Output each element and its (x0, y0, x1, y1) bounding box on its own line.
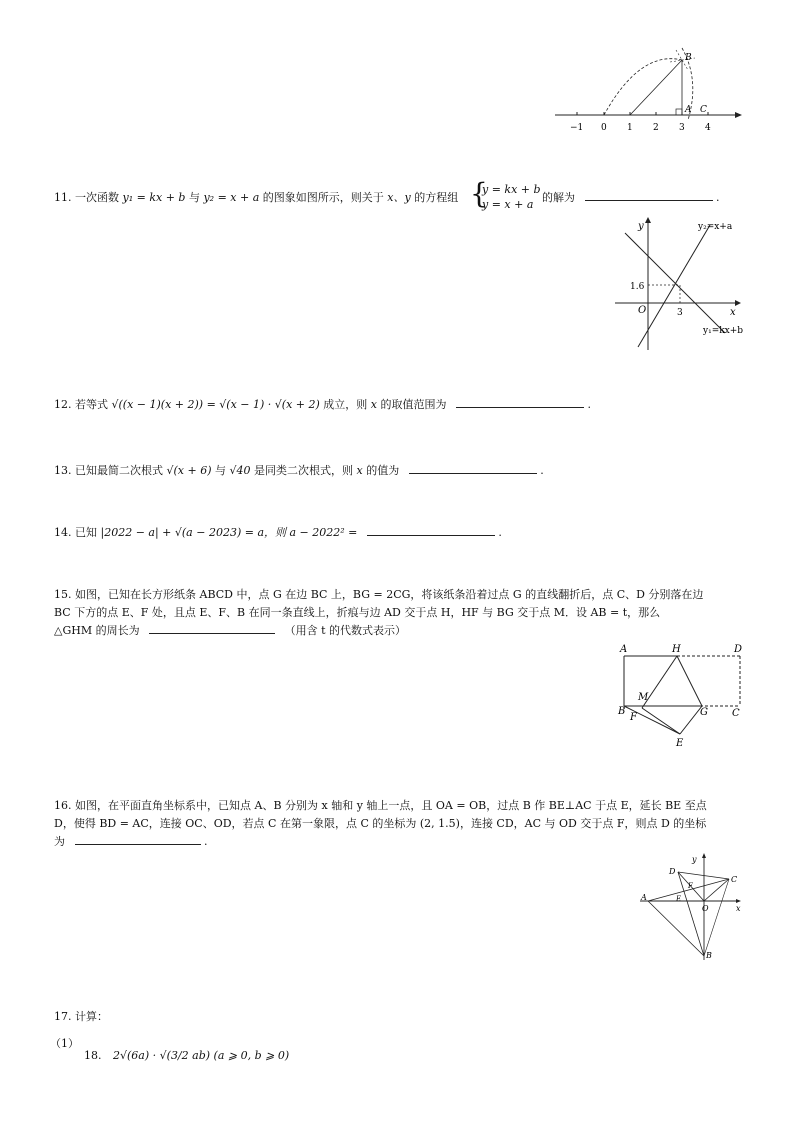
answer-blank[interactable] (149, 623, 275, 634)
q17-expression: 2√(6a) · √(3/2 ab) (a ⩾ 0, b ⩾ 0) (113, 1049, 290, 1062)
origin-label: O (702, 904, 709, 913)
q14-expression: |2022 − a| + √(a − 2023) = a，则 a − 2022² = (100, 526, 358, 539)
q16-text: 为 (54, 835, 65, 848)
q15-text: （用含 t 的代数式表示） (284, 624, 407, 637)
q13-expr2: √40 (229, 464, 251, 477)
question-number: 15. (54, 588, 72, 601)
answer-blank[interactable] (409, 463, 537, 474)
question-number: 11. (54, 191, 72, 204)
q12-var: x (370, 398, 378, 411)
q11-tail (542, 190, 720, 206)
q11-line (54, 190, 458, 206)
point-label-C: C (732, 708, 740, 719)
q17-sub-line (84, 1048, 289, 1064)
q11-text: 一次函数 (75, 191, 119, 204)
number-line-figure (550, 40, 750, 140)
answer-blank[interactable] (456, 397, 584, 408)
x-tick-label: 3 (677, 308, 683, 318)
q15-line-3 (54, 623, 406, 639)
q12-text: 的取值范围为 (380, 398, 447, 411)
q11-text: 的图象如图所示，则关于 (262, 191, 384, 204)
point-label-A: A (620, 644, 628, 655)
q13-line (54, 463, 544, 479)
point-label-E: E (676, 738, 684, 749)
point-label-C: C (731, 875, 738, 884)
q15-line-1 (54, 587, 703, 603)
point-label-D: D (669, 867, 676, 876)
answer-blank[interactable] (585, 190, 713, 201)
point-label-M: M (638, 692, 649, 703)
q15-figure (612, 642, 752, 752)
tick-label: 2 (653, 123, 659, 133)
q12-text: 成立，则 (323, 398, 368, 411)
q12-expression: √((x − 1)(x + 2)) = √(x − 1) · √(x + 2) (111, 398, 320, 411)
q16-line-1 (54, 798, 707, 814)
q17-line (54, 1009, 108, 1025)
q14-line (54, 525, 502, 541)
system-brace: { (470, 177, 488, 210)
point-label-F: F (688, 882, 693, 890)
point-label: A (685, 105, 692, 115)
tick-label: 0 (601, 123, 607, 133)
q15-line-2: BC 下方的点 E、F 处，且点 E、F、B 在同一条直线上，折痕与边 AD 交于点 H，HF 与 BG 交于点 M．设 AB = t，那么 (54, 606, 661, 619)
x-axis-label: x (730, 307, 736, 318)
x-axis-label: x (736, 904, 741, 913)
q12-line (54, 397, 591, 413)
y-tick-label: 1.6 (630, 282, 645, 292)
q17-sub-label: （1） (50, 1037, 79, 1050)
point-label-F: F (630, 712, 637, 723)
q12-text: 若等式 (75, 398, 108, 411)
q11-text: 的方程组 (414, 191, 459, 204)
question-number: 17. (54, 1010, 72, 1023)
y-axis-label: y (692, 855, 697, 864)
q13-text: 已知最简二次根式 (75, 464, 163, 477)
q14-text: 已知 (75, 526, 97, 539)
point-label-B: B (618, 706, 626, 717)
line-y1-label: y₁=kx+b (703, 326, 744, 336)
q11-graph (610, 215, 750, 355)
q16-end: . (204, 835, 208, 848)
q11-vars: x、y (387, 191, 411, 204)
q13-text: 与 (215, 464, 227, 477)
point-label-E: E (676, 895, 682, 903)
system-eq-1: y = kx + b (482, 183, 541, 196)
point-label-D: D (734, 644, 743, 655)
q16-line-2: D，使得 BD = AC，连接 OC、OD，若点 C 在第一象限，点 C 的坐标为 (2, 1.5)，连接 CD，AC 与 OD 交于点 F，则点 D 的坐标 (54, 817, 707, 830)
q11-text: 的解为 (542, 191, 575, 204)
line-y2-label: y₂=x+a (698, 222, 733, 232)
tick-label: 1 (627, 123, 633, 133)
q15-text: 如图，已知在长方形纸条 ABCD 中，点 G 在边 BC 上，BG = 2CG，将该纸条沿着过点 G 的直线翻折后，点 C、D 分别落在边 (75, 588, 704, 601)
point-label: C (700, 105, 707, 115)
q16-figure (636, 852, 746, 967)
question-number: 12. (54, 398, 72, 411)
point-label-G: G (700, 707, 708, 718)
origin-label: O (638, 305, 647, 316)
answer-blank[interactable] (75, 834, 201, 845)
q16-line-3 (54, 834, 208, 850)
q11-text: 与 (188, 191, 200, 204)
question-number: 14. (54, 526, 72, 539)
q11-y1-eq: y₁ = kx + b (122, 191, 186, 204)
question-number: 13. (54, 464, 72, 477)
q12-end: . (587, 398, 592, 411)
tick-label: −1 (570, 123, 584, 133)
q13-expr1: √(x + 6) (166, 464, 212, 477)
q14-end: . (498, 526, 502, 539)
q11-end: . (716, 191, 720, 204)
point-label: B (685, 53, 692, 63)
question-number: 16. (54, 799, 72, 812)
sub-number: 18. (84, 1049, 102, 1062)
q17-text: 计算： (75, 1010, 108, 1023)
q13-end: . (540, 464, 544, 477)
point-label-A: A (641, 893, 647, 902)
q13-text: 是同类二次根式，则 (254, 464, 354, 477)
system-eq-2: y = x + a (482, 198, 534, 211)
q13-var: x (356, 464, 363, 477)
tick-label: 4 (705, 123, 711, 133)
q15-text: △GHM 的周长为 (54, 624, 140, 637)
point-label-B: B (706, 951, 712, 960)
y-axis-label: y (638, 221, 644, 232)
answer-blank[interactable] (367, 525, 495, 536)
q11-y2-eq: y₂ = x + a (203, 191, 260, 204)
q13-text: 的值为 (366, 464, 400, 477)
tick-label: 3 (679, 123, 685, 133)
q16-text: 如图，在平面直角坐标系中，已知点 A、B 分别为 x 轴和 y 轴上一点，且 OA = OB，过点 B 作 BE⊥AC 于点 E，延长 BE 至点 (75, 799, 707, 812)
point-label-H: H (672, 644, 681, 655)
